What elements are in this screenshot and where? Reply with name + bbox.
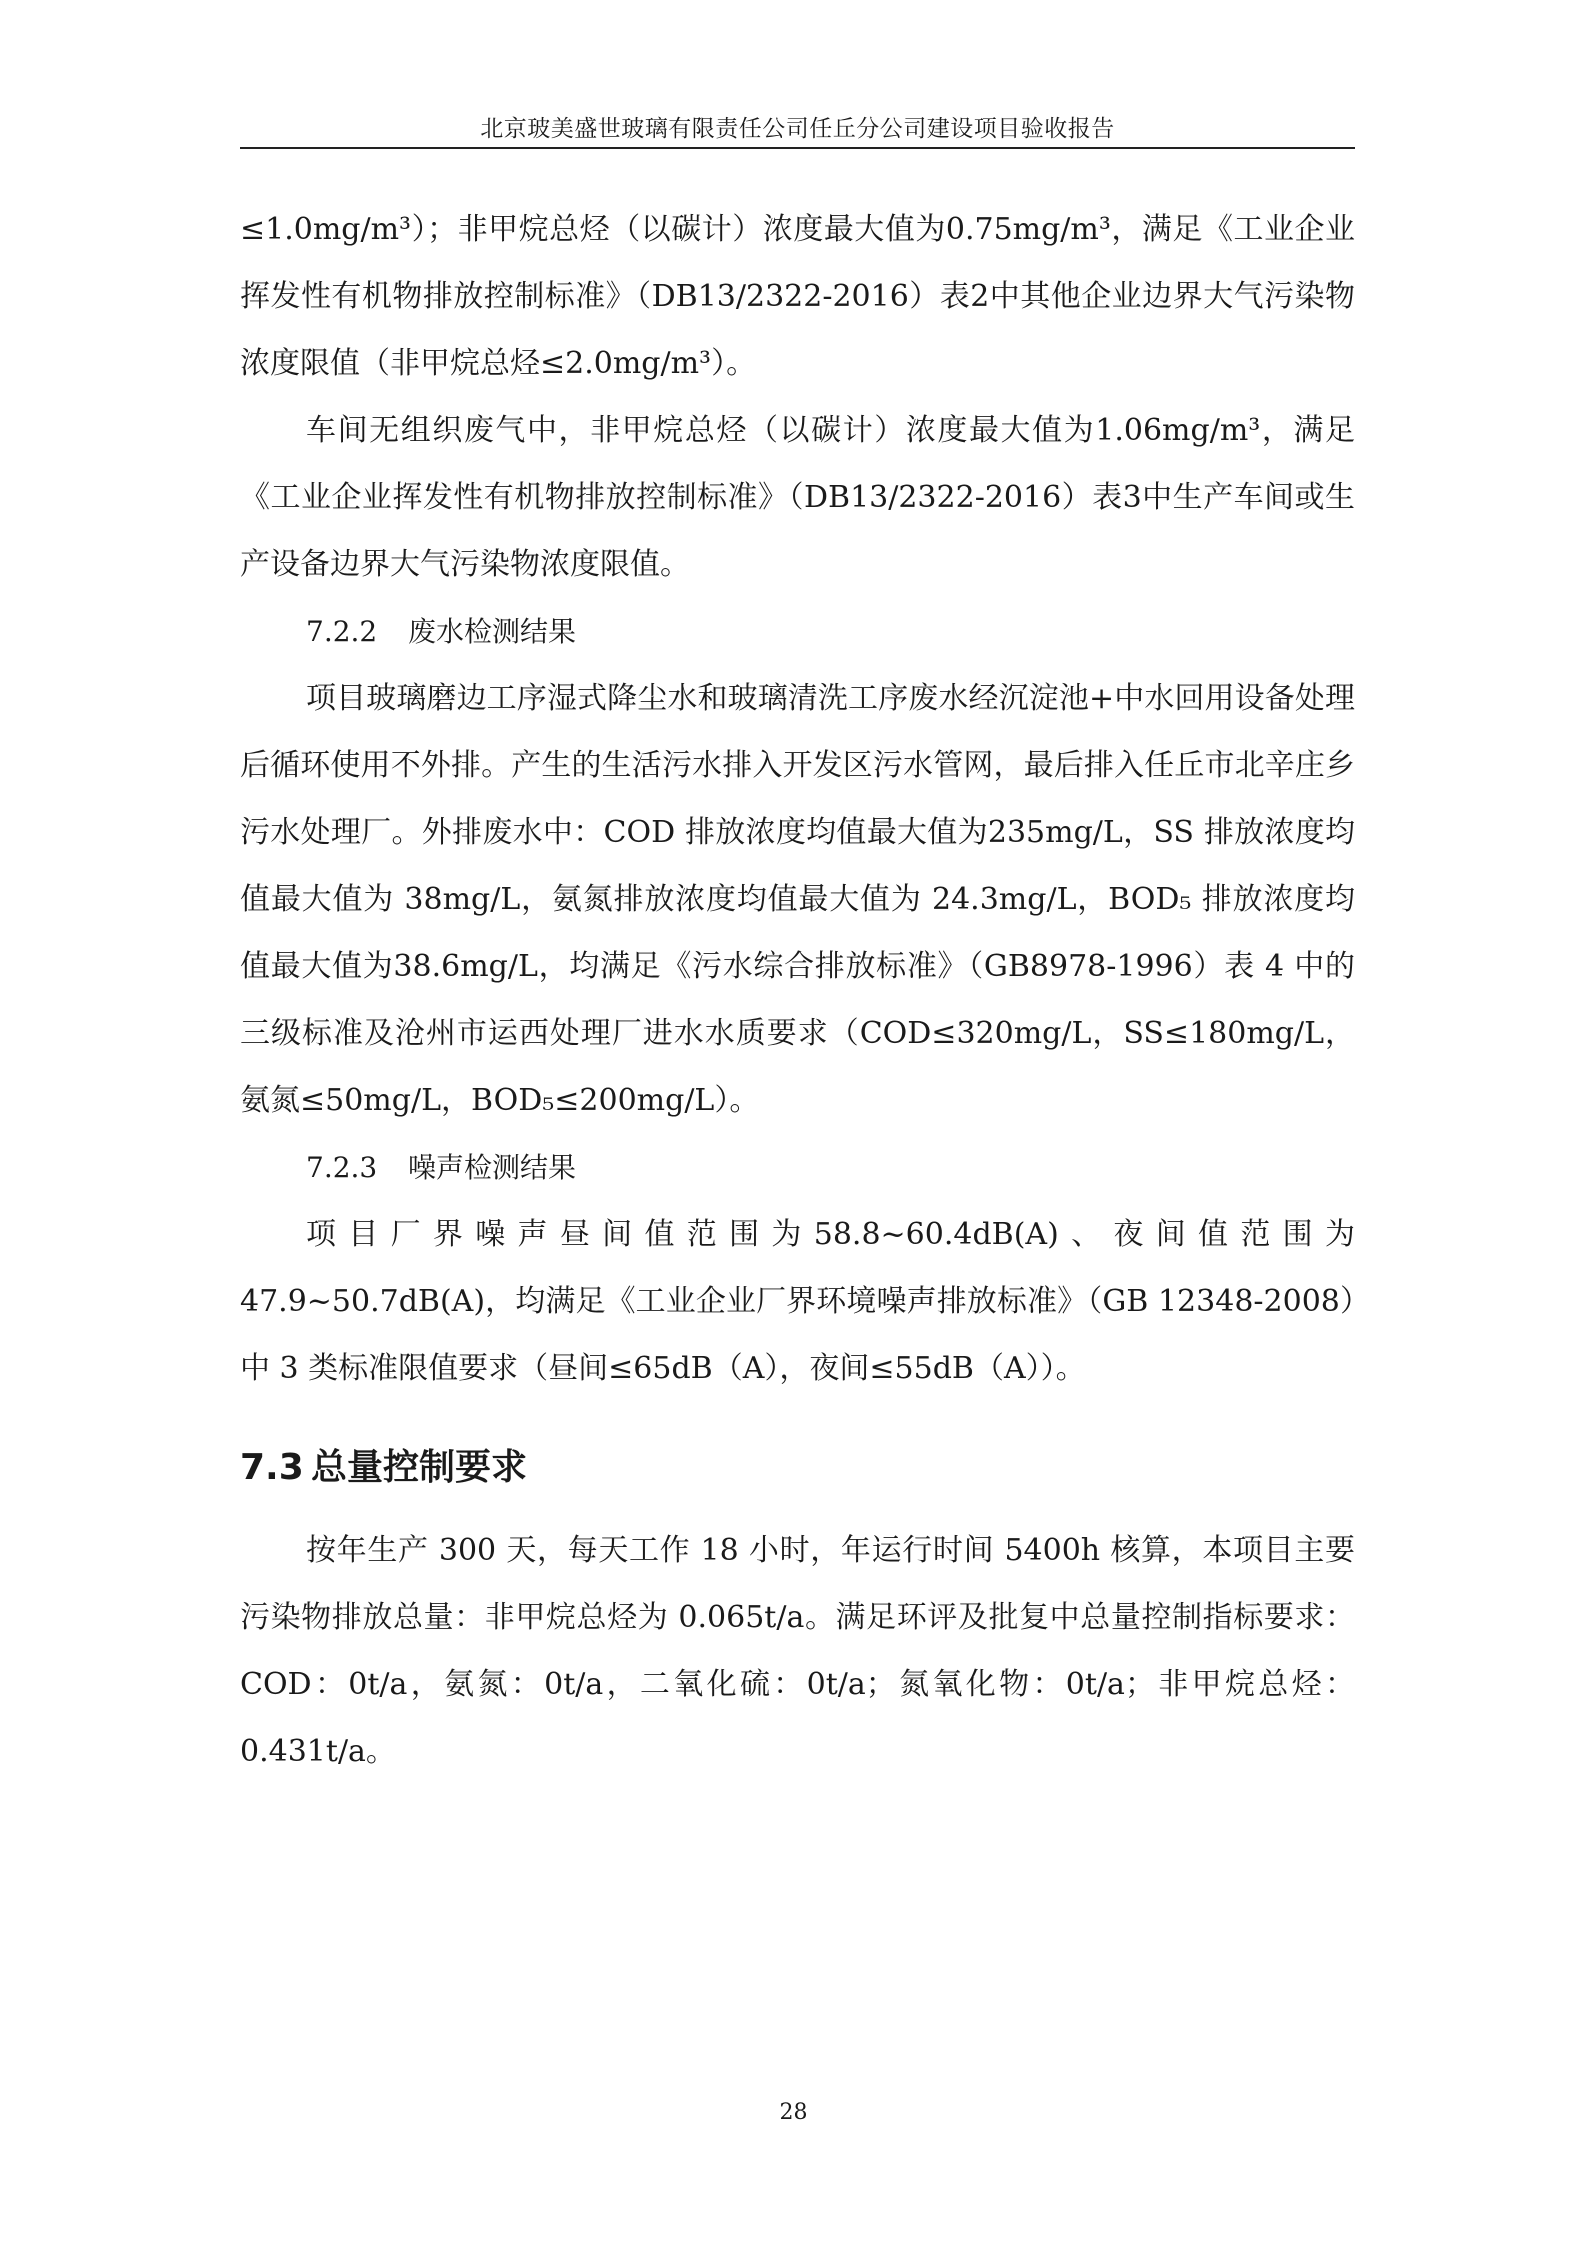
- page-header: 北京玻美盛世玻璃有限责任公司任丘分公司建设项目验收报告: [480, 116, 1115, 142]
- section-heading-total-control: [240, 1442, 1355, 1494]
- paragraph-total-control: 按年生产 300 天，每天工作 18 小时，年运行时间 5400h 核算，本项目主要污染物排放总量：非甲烷总烃为 0.065t/a。满足环评及批复中总量控制指标要求：COD：0t/a，氨氮：0t/a，二氧化硫：0t/a；氮氧化物：0t/a；非甲烷总烃：0.431t/a。: [240, 1533, 1355, 1769]
- subsection-title: 噪声检测结果: [408, 1151, 577, 1184]
- header-rule: [240, 147, 1355, 149]
- subsection-heading-wastewater: [240, 598, 1355, 665]
- subsection-title: 废水检测结果: [408, 615, 577, 648]
- paragraph-air-boundary: ≤1.0mg/m³）；非甲烷总烃（以碳计）浓度最大值为0.75mg/m³，满足《工业企业挥发性有机物排放控制标准》（DB13/2322-2016）表2中其他企业边界大气污染物浓度限值（非甲烷总烃≤2.0mg/m³）。: [240, 212, 1355, 381]
- section-number: 7.3: [240, 1447, 304, 1488]
- document-body: [240, 196, 1355, 1785]
- subsection-number: 7.2.2: [306, 615, 378, 648]
- paragraph-workshop-gas: 车间无组织废气中，非甲烷总烃（以碳计）浓度最大值为1.06mg/m³，满足《工业企业挥发性有机物排放控制标准》（DB13/2322-2016）表3中生产车间或生产设备边界大气污染物浓度限值。: [240, 413, 1355, 582]
- subsection-number: 7.2.3: [306, 1151, 378, 1184]
- page-number: 28: [779, 2100, 808, 2125]
- subsection-heading-noise: [240, 1134, 1355, 1201]
- paragraph-noise: 项目厂界噪声昼间值范围为58.8~60.4dB(A)、夜间值范围为47.9~50.7dB(A)，均满足《工业企业厂界环境噪声排放标准》（GB 12348-2008）中 3 类标准限值要求（昼间≤65dB（A），夜间≤55dB（A））。: [240, 1217, 1355, 1386]
- section-title: 总量控制要求: [311, 1447, 528, 1488]
- paragraph-wastewater: 项目玻璃磨边工序湿式降尘水和玻璃清洗工序废水经沉淀池+中水回用设备处理后循环使用不外排。产生的生活污水排入开发区污水管网，最后排入任丘市北辛庄乡污水处理厂。外排废水中：COD 排放浓度均值最大值为235mg/L，SS 排放浓度均值最大值为 38mg/L，氨氮排放浓度均值最大值为 24.3mg/L，BOD₅ 排放浓度均值最大值为38.6mg/L，均满足《污水综合排放标准》（GB8978-1996）表 4 中的三级标准及沧州市运西处理厂进水水质要求（COD≤320mg/L，SS≤180mg/L，氨氮≤50mg/L，BOD₅≤200mg/L）。: [240, 681, 1355, 1118]
